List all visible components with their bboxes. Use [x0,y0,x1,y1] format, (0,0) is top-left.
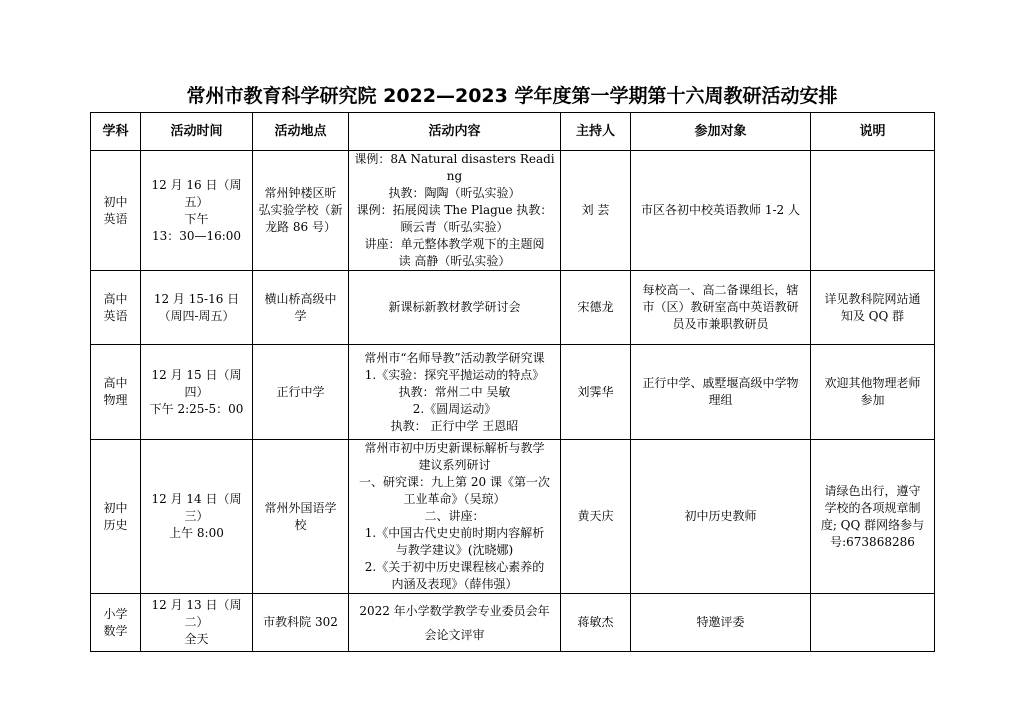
cell-line: 12 月 16 日（周五） [151,177,242,209]
header-note: 说明 [811,113,935,151]
cell-line: 特邀评委 [696,615,745,629]
cell-subject [91,440,141,594]
cell-line: 顾云青（昕弘实验） [400,220,509,234]
cell-time [141,271,253,345]
cell-content [349,151,561,271]
cell-line: 常州市“名师导教”活动教学研究课 [364,350,545,365]
cell-line: 正行中学、戚墅堰高级中学物 [642,376,799,390]
cell-line: 常州钟楼区昕 [264,186,337,200]
cell-audience [631,271,811,345]
cell-note [811,271,935,345]
cell-line: 读 高静（昕弘实验） [398,254,511,268]
cell-line: 欢迎其他物理老师 [824,376,921,390]
cell-place [253,151,349,271]
cell-line: 参加 [860,393,885,407]
cell-audience [631,440,811,594]
cell-line: 员及市兼职教研员 [672,317,769,331]
cell-line: 上午 8:00 [169,526,224,540]
cell-line: 常州市初中历史新课标解析与教学 [364,441,545,455]
header-host: 主持人 [561,113,631,151]
cell-line: 工业革命》（吴琼） [403,492,506,506]
cell-line: 理组 [708,393,733,407]
cell-line: 建议系列研讨 [418,458,491,472]
cell-place [253,345,349,440]
cell-line: 全天 [184,632,209,646]
cell-line: 2022 年小学数学教学专业委员会年 [359,603,550,618]
cell-host: 宋德龙 [561,271,631,345]
cell-line: 常州外国语学 [264,500,337,515]
cell-line: 每校高一、高二备课组长，辖 [642,283,799,297]
header-audience: 参加对象 [631,113,811,151]
cell-line: 详见教科院网站通 [824,291,921,306]
cell-line: （周四-周五） [158,308,235,323]
cell-line: 市区各初中校英语教师 1-2 人 [641,203,800,217]
cell-line: 初中 [103,194,128,209]
cell-line: 讲座：单元整体教学观下的主题阅 [364,237,545,251]
cell-line: 12 月 14 日（周三） [151,492,242,523]
cell-subject [91,345,141,440]
cell-line: 校 [294,517,307,532]
cell-place [253,271,349,345]
cell-line: 下午 [184,211,209,226]
cell-line: 12 月 15-16 日 [153,291,240,306]
cell-line: 历史 [103,517,128,532]
cell-audience [631,594,811,652]
cell-line: 课例：拓展阅读 The Plague 执教： [356,203,553,217]
cell-line: 12 月 15 日（周四） [151,367,242,399]
cell-line: 学校的各项规章制 [824,500,921,515]
cell-audience [631,151,811,271]
cell-line: 英语 [103,308,128,323]
cell-place [253,594,349,652]
table-row [91,345,935,440]
cell-line: 横山桥高级中 [264,291,337,306]
cell-line: 13：30—16:00 [151,228,242,243]
cell-line: 2.《圆周运动》 [412,401,497,416]
cell-line: 2.《关于初中历史课程核心素养的 [364,560,545,574]
cell-line: 正行中学 [276,384,325,399]
cell-line: 执教：常州二中 吴敏 [398,384,511,399]
cell-note [811,594,935,652]
cell-time [141,345,253,440]
cell-content [349,594,561,652]
cell-note [811,151,935,271]
cell-line: 数学 [103,623,128,638]
cell-host: 刘 芸 [561,151,631,271]
page-title: 常州市教育科学研究院 2022—2023 学年度第一学期第十六周教研活动安排 [186,85,838,107]
cell-line: 小学 [103,606,128,621]
cell-line: 内涵及表现》（薛伟强） [391,577,518,591]
cell-line: 与教学建议》(沈晓娜) [395,543,514,557]
cell-line: 一、研究课：九上第 20 课《第一次 [359,475,550,489]
cell-host: 刘霁华 [561,345,631,440]
cell-subject [91,594,141,652]
cell-line: 新课标新教材教学研讨会 [388,300,521,314]
cell-note [811,345,935,440]
cell-line: 市（区）教研室高中英语教研 [642,300,799,314]
table-row [91,440,935,594]
header-place: 活动地点 [253,113,349,151]
cell-line: 请绿色出行，遵守 [824,483,921,498]
cell-place [253,440,349,594]
schedule-table [90,112,935,652]
cell-line: 课例：8A Natural disasters Reading [354,152,555,183]
cell-content [349,345,561,440]
cell-content [349,271,561,345]
table-row [91,151,935,271]
cell-time [141,594,253,652]
cell-line: 执教：陶陶（昕弘实验） [388,186,521,200]
header-time: 活动时间 [141,113,253,151]
cell-time [141,151,253,271]
cell-line: 1.《中国古代史史前时期内容解析 [364,526,545,540]
cell-line: 度; QQ 群网络参与 [820,517,925,532]
cell-content [349,440,561,594]
header-row [91,113,935,151]
cell-line: 物理 [103,393,128,407]
cell-line: 1.《实验：探究平抛运动的特点》 [364,367,545,382]
cell-line: 二、讲座： [424,509,485,523]
cell-subject [91,271,141,345]
cell-line: 英语 [103,211,128,226]
cell-line: 号:673868286 [830,534,915,549]
table-row [91,271,935,345]
cell-audience [631,345,811,440]
table-row [91,594,935,652]
cell-host: 黄天庆 [561,440,631,594]
cell-line: 12 月 13 日（周二） [151,598,242,629]
cell-line: 初中 [103,500,128,515]
cell-line: 高中 [103,291,128,306]
cell-line: 高中 [103,376,128,390]
cell-host: 蒋敏杰 [561,594,631,652]
cell-subject [91,151,141,271]
cell-line: 初中历史教师 [684,509,757,523]
cell-line: 会论文评审 [424,627,485,642]
header-subject: 学科 [91,113,141,151]
cell-line: 弘实验学校（新 [258,203,343,217]
cell-time [141,440,253,594]
cell-line: 学 [294,308,307,323]
cell-line: 下午 2:25-5：00 [149,401,244,416]
cell-line: 知及 QQ 群 [840,308,905,323]
cell-line: 市教科院 302 [263,615,338,629]
cell-line: 执教： 正行中学 王恩昭 [390,418,519,433]
cell-line: 龙路 86 号） [265,220,336,234]
header-content: 活动内容 [349,113,561,151]
cell-note [811,440,935,594]
